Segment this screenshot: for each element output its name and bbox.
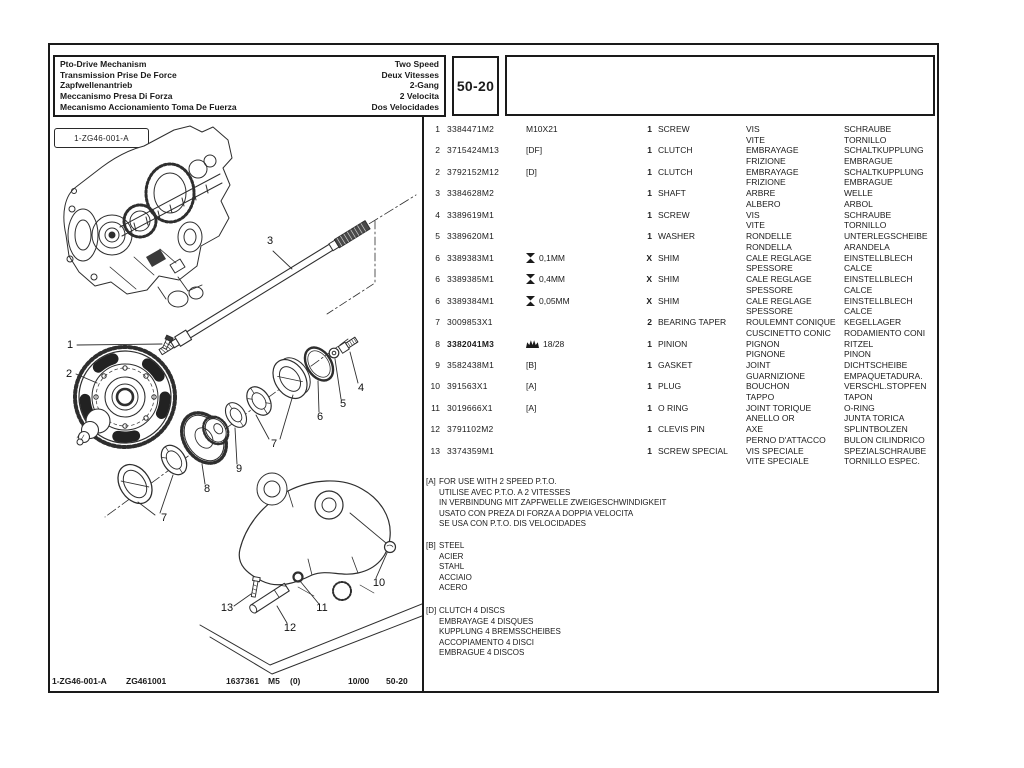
title-es: Mecanismo Accionamiento Toma De Fuerza <box>60 101 237 112</box>
description-fr-it-cell: AXE PERNO D'ATTACCO <box>746 424 826 445</box>
description-en-cell: PINION <box>658 338 688 349</box>
spec-cell: 0,4MM <box>526 274 565 284</box>
part-number-cell: 3389385M1 <box>447 274 495 285</box>
item-number-cell: 6 <box>435 295 440 306</box>
quantity-cell: 1 <box>647 231 652 242</box>
description-de-es-cell: VERSCHL.STOPFEN TAPON <box>844 381 927 402</box>
title-en: Pto-Drive Mechanism <box>60 59 147 69</box>
spec-cell: 0,05MM <box>526 296 570 306</box>
description-de-es-cell: WELLE ARBOL <box>844 188 873 209</box>
spec-cell: [B] <box>526 359 537 370</box>
description-en-cell: SHIM <box>658 274 680 285</box>
description-en-cell: SHIM <box>658 252 680 263</box>
note-text: CLUTCH 4 DISCS EMBRAYAGE 4 DISQUES KUPPLUNG 4 BREMSSCHEIBES ACCOPIAMENTO 4 DISCI EMBRAGUE 4 DISCOS <box>439 606 561 657</box>
callout-number: 10 <box>372 577 386 589</box>
description-fr-it-cell: BOUCHON TAPPO <box>746 381 790 402</box>
spec-cell: [DF] <box>526 145 543 156</box>
note-key: [D] <box>426 606 437 615</box>
description-fr-it-cell: ROULEMNT CONIQUE CUSCINETTO CONIC <box>746 317 836 338</box>
item-number-cell: 7 <box>435 317 440 328</box>
title-de: Zapfwellenantrieb <box>60 80 133 91</box>
quantity-cell: 1 <box>647 124 652 134</box>
description-de-es-cell: SCHALTKUPPLUNG EMBRAGUE <box>844 145 924 167</box>
description-en-cell: CLUTCH <box>658 145 693 156</box>
footer-line <box>52 676 422 690</box>
quantity-cell: 1 <box>647 402 652 413</box>
part-number-cell: 3384471M2 <box>447 124 495 134</box>
item-number-cell: 1 <box>435 124 440 134</box>
description-en-cell: SCREW <box>658 209 690 220</box>
spec-cell: [A] <box>526 402 537 413</box>
quantity-cell: 1 <box>647 445 652 456</box>
description-en-cell: PLUG <box>658 381 682 392</box>
quantity-cell: X <box>646 274 652 285</box>
description-fr-it-cell: ARBRE ALBERO <box>746 188 781 209</box>
description-fr-it-cell: CALE REGLAGE SPESSORE <box>746 252 812 274</box>
description-en-cell: WASHER <box>658 231 695 242</box>
item-number-cell: 2 <box>435 166 440 177</box>
callout-number: 11 <box>316 602 328 614</box>
item-number-cell: 9 <box>435 359 440 370</box>
callout-number: 4 <box>357 382 365 394</box>
part-number-cell: 391563X1 <box>447 381 488 392</box>
quantity-cell: 1 <box>647 359 652 370</box>
description-de-es-cell: SPEZIALSCHRAUBE TORNILLO ESPEC. <box>844 445 927 467</box>
quantity-cell: 1 <box>647 188 652 199</box>
callout-number: 3 <box>266 235 274 247</box>
callout-number: 12 <box>283 622 297 634</box>
part-number-cell: 3715424M13 <box>447 145 500 156</box>
spec-cell: [A] <box>526 381 537 392</box>
description-fr-it-cell: PIGNON PIGNONE <box>746 338 786 360</box>
description-en-cell: BEARING TAPER <box>658 317 727 328</box>
item-number-cell: 11 <box>431 402 440 413</box>
description-en-cell: CLEVIS PIN <box>658 424 705 435</box>
part-number-cell: 3009853X1 <box>447 317 493 328</box>
part-number-cell: 3791102M2 <box>447 424 494 435</box>
part-number-cell: 3382041M3 <box>447 338 495 349</box>
subtitle-en: Two Speed <box>394 59 439 69</box>
quantity-cell: X <box>646 252 652 263</box>
callout-number: 8 <box>203 483 211 495</box>
description-en-cell: SHAFT <box>658 188 686 199</box>
item-number-cell: 12 <box>430 424 440 435</box>
callout-number: 6 <box>316 411 324 423</box>
callout-number: 13 <box>220 602 234 614</box>
spec-cell: [D] <box>526 166 537 177</box>
description-fr-it-cell: RONDELLE RONDELLA <box>746 231 792 252</box>
description-fr-it-cell: EMBRAYAGE FRIZIONE <box>746 166 799 188</box>
item-number-cell: 13 <box>430 445 440 456</box>
footer-doc-number: 1637361 <box>226 676 260 686</box>
item-number-cell: 8 <box>435 338 440 349</box>
shim-thickness-icon <box>526 296 535 306</box>
spec-cell: M10X21 <box>526 124 558 134</box>
shim-thickness-icon <box>526 253 535 263</box>
gear-teeth-icon <box>526 339 539 348</box>
part-number-cell: 3384628M2 <box>447 188 495 199</box>
callout-number: 7 <box>160 512 168 524</box>
quantity-cell: 1 <box>647 338 652 349</box>
part-number-cell: 3792152M12 <box>447 166 500 177</box>
description-de-es-cell: UNTERLEGSCHEIBE ARANDELA <box>844 231 928 252</box>
description-en-cell: GASKET <box>658 359 693 370</box>
footer-issue: (0) <box>290 676 301 686</box>
footer-page-code: 50-20 <box>386 676 408 686</box>
description-de-es-cell: EINSTELLBLECH CALCE <box>844 295 913 317</box>
footer-date: 10/00 <box>348 676 370 686</box>
note-key: [B] <box>426 541 436 550</box>
quantity-cell: 1 <box>647 209 652 220</box>
subtitle-es: Dos Velocidades <box>371 101 439 112</box>
note-text: FOR USE WITH 2 SPEED P.T.O. UTILISE AVEC P.T.O. A 2 VITESSES IN VERBINDUNG MIT ZAPFWELLE ZWEIGESCHWINDIGKEIT USATO CON PREZA DI FORZA A DOPPIA VELOCITA SE USA CON P.T.O. DIS VELOCIDADES <box>439 477 667 528</box>
spec-cell: 0,1MM <box>526 253 565 263</box>
description-de-es-cell: SPLINTBOLZEN BULON CILINDRICO <box>844 424 925 445</box>
description-de-es-cell: SCHALTKUPPLUNG EMBRAGUE <box>844 166 924 188</box>
part-number-cell: 3019666X1 <box>447 402 493 413</box>
description-de-es-cell: EINSTELLBLECH CALCE <box>844 274 913 295</box>
footer-figure-ref: 1-ZG46-001-A <box>52 676 107 686</box>
spec-cell: 18/28 <box>526 339 564 349</box>
part-number-cell: 3389620M1 <box>447 231 495 242</box>
description-en-cell: CLUTCH <box>658 166 693 177</box>
description-de-es-cell: SCHRAUBE TORNILLO <box>844 124 892 145</box>
item-number-cell: 5 <box>435 231 440 242</box>
description-de-es-cell: SCHRAUBE TORNILLO <box>844 209 892 231</box>
item-number-cell: 6 <box>435 252 440 263</box>
item-number-cell: 6 <box>435 274 440 285</box>
item-number-cell: 4 <box>435 209 440 220</box>
callout-number: 7 <box>270 438 278 450</box>
quantity-cell: 2 <box>647 317 652 328</box>
footer-rev: M5 <box>268 676 280 686</box>
callout-number: 2 <box>65 368 73 380</box>
description-fr-it-cell: VIS VITE <box>746 124 765 145</box>
quantity-cell: 1 <box>647 424 652 435</box>
description-fr-it-cell: CALE REGLAGE SPESSORE <box>746 274 812 295</box>
note-text: STEEL ACIER STAHL ACCIAIO ACERO <box>439 541 472 592</box>
page-code: 50-20 <box>456 78 495 94</box>
description-fr-it-cell: CALE REGLAGE SPESSORE <box>746 295 812 317</box>
title-fr: Transmission Prise De Force <box>60 69 177 80</box>
shim-thickness-icon <box>526 274 535 284</box>
note-key: [A] <box>426 477 436 486</box>
item-number-cell: 10 <box>430 381 440 392</box>
description-fr-it-cell: VIS SPECIALE VITE SPECIALE <box>746 445 809 467</box>
quantity-cell: 1 <box>647 166 652 177</box>
part-number-cell: 3389619M1 <box>447 209 495 220</box>
item-number-cell: 2 <box>435 145 440 156</box>
quantity-cell: X <box>646 295 652 306</box>
part-number-cell: 3389383M1 <box>447 252 495 263</box>
subtitle-de: 2-Gang <box>409 80 439 91</box>
description-de-es-cell: EINSTELLBLECH CALCE <box>844 252 913 274</box>
description-fr-it-cell: JOINT TORIQUE ANELLO OR <box>746 402 812 424</box>
part-number-cell: 3374359M1 <box>447 445 495 456</box>
description-en-cell: SHIM <box>658 295 680 306</box>
description-de-es-cell: KEGELLAGER RODAMIENTO CONI <box>844 317 926 338</box>
description-fr-it-cell: EMBRAYAGE FRIZIONE <box>746 145 799 167</box>
figure-label: 1-ZG46-001-A <box>74 133 129 143</box>
part-number-cell: 3389384M1 <box>447 295 495 306</box>
description-de-es-cell: O-RING JUNTA TORICA <box>844 402 905 424</box>
quantity-cell: 1 <box>647 145 652 156</box>
part-number-cell: 3582438M1 <box>447 359 495 370</box>
description-en-cell: SCREW <box>658 124 690 134</box>
quantity-cell: 1 <box>647 381 652 392</box>
description-fr-it-cell: JOINT GUARNIZIONE <box>746 359 806 381</box>
title-it: Meccanismo Presa Di Forza <box>60 90 173 101</box>
footer-model-code: ZG461001 <box>126 676 167 686</box>
subtitle-it: 2 Velocita <box>399 90 439 101</box>
description-fr-it-cell: VIS VITE <box>746 209 765 231</box>
callout-number: 9 <box>235 463 243 475</box>
description-de-es-cell: RITZEL PINON <box>844 338 874 360</box>
description-de-es-cell: DICHTSCHEIBE EMPAQUETADURA. <box>844 359 923 381</box>
item-number-cell: 3 <box>435 188 440 199</box>
callout-number: 1 <box>66 339 74 351</box>
parts-table <box>50 45 935 691</box>
subtitle-fr: Deux Vitesses <box>381 69 439 80</box>
page-frame <box>48 43 939 693</box>
description-en-cell: SCREW SPECIAL <box>658 445 728 456</box>
description-en-cell: O RING <box>658 402 689 413</box>
callout-number: 5 <box>339 398 347 410</box>
